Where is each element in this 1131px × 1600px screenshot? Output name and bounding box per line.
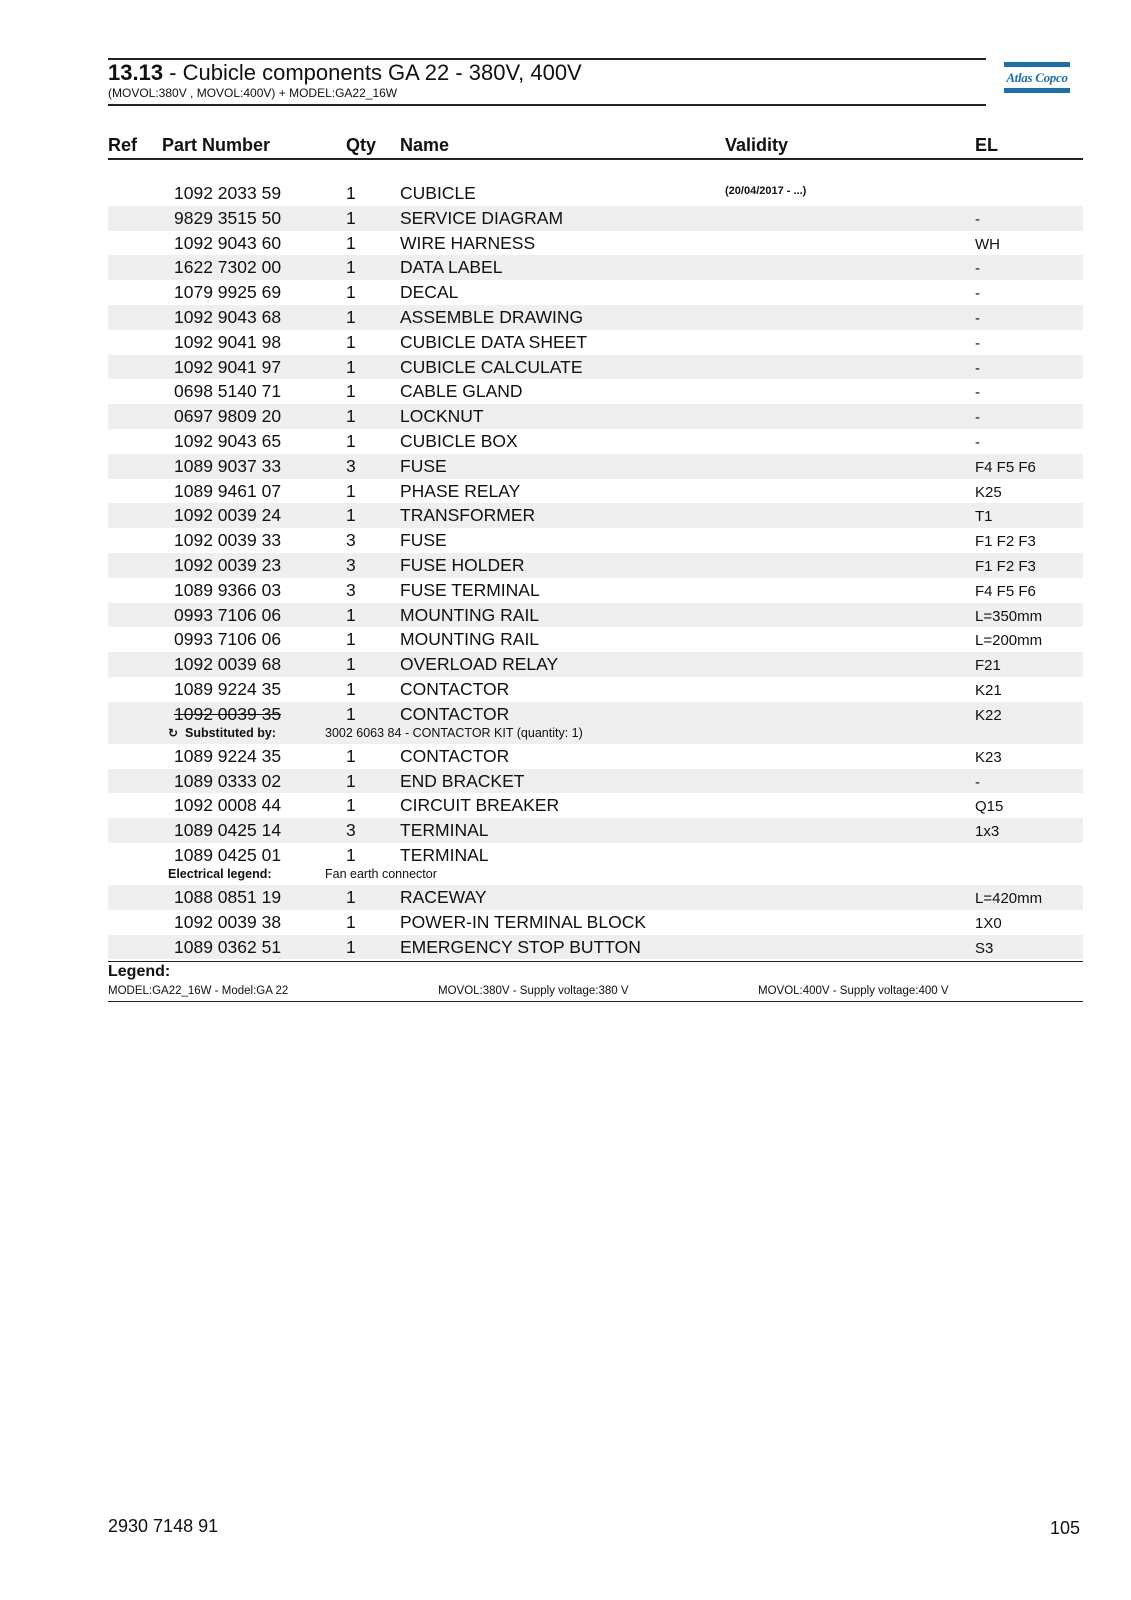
table-row <box>108 935 1083 960</box>
part-number-cell: 1089 9461 07 <box>174 480 282 501</box>
table-row <box>108 404 1083 429</box>
name-cell: DATA LABEL <box>400 257 503 278</box>
part-number-cell: 1092 2033 59 <box>174 183 282 203</box>
name-cell: CUBICLE <box>400 183 476 203</box>
part-number-cell: 9829 3515 50 <box>174 207 282 228</box>
qty-cell: 3 <box>346 530 356 551</box>
part-number-cell: 1092 0039 33 <box>174 530 282 551</box>
page-subtitle: (MOVOL:380V , MOVOL:400V) + MODEL:GA22_16W <box>108 86 398 100</box>
el-cell: - <box>975 773 980 791</box>
name-cell: MOUNTING RAIL <box>400 604 540 625</box>
el-cell: 1x3 <box>975 823 1000 841</box>
part-number-cell: 1089 0425 14 <box>174 820 282 841</box>
el-cell: WH <box>975 235 1000 253</box>
part-number-cell: 1092 0039 68 <box>174 654 282 675</box>
qty-cell: 1 <box>346 356 356 377</box>
part-number-cell: 1089 9037 33 <box>174 455 282 476</box>
table-header <box>108 128 1083 160</box>
name-cell: FUSE HOLDER <box>400 554 525 575</box>
name-cell: CABLE GLAND <box>400 381 523 402</box>
part-number-cell: 1089 9224 35 <box>174 745 282 766</box>
el-cell: L=420mm <box>975 889 1043 907</box>
qty-cell: 1 <box>346 678 356 699</box>
part-number-cell: 1092 0008 44 <box>174 795 282 816</box>
row-note-value: 3002 6063 84 - CONTACTOR KIT (quantity: 1) <box>325 725 583 740</box>
legend-title: Legend: <box>108 963 171 980</box>
qty-cell: 1 <box>346 629 356 650</box>
header-validity: Validity <box>725 135 789 155</box>
qty-cell: 1 <box>346 745 356 766</box>
table-row <box>108 910 1083 935</box>
table-row <box>108 744 1083 769</box>
table-row <box>108 503 1083 528</box>
row-note-label <box>168 867 272 882</box>
name-cell: TERMINAL <box>400 820 489 841</box>
table-row <box>108 793 1083 818</box>
qty-cell: 1 <box>346 306 356 327</box>
header-ref: Ref <box>108 135 138 155</box>
qty-cell: 1 <box>346 257 356 278</box>
el-cell: - <box>975 384 980 402</box>
part-number-cell: 1092 0039 23 <box>174 554 282 575</box>
table-row <box>108 280 1083 305</box>
table-row <box>108 181 1083 206</box>
qty-cell: 3 <box>346 820 356 841</box>
name-cell: CONTACTOR <box>400 703 510 724</box>
qty-cell: 1 <box>346 331 356 352</box>
part-number-cell: 1089 0425 01 <box>174 844 282 865</box>
part-number-cell: 1079 9925 69 <box>174 282 282 303</box>
qty-cell: 1 <box>346 936 356 957</box>
el-cell: K22 <box>975 706 1002 724</box>
validity-cell: (20/04/2017 - ...) <box>725 185 807 197</box>
part-number-cell: 0698 5140 71 <box>174 381 282 402</box>
el-cell: F4 F5 F6 <box>975 582 1036 600</box>
table-row <box>108 677 1083 702</box>
qty-cell: 1 <box>346 406 356 427</box>
row-note-label <box>168 726 276 741</box>
page-number: 105 <box>1050 1518 1081 1538</box>
part-number-cell: 1092 0039 24 <box>174 505 282 526</box>
name-cell: FUSE <box>400 530 447 551</box>
table-row <box>108 553 1083 578</box>
el-cell: - <box>975 433 980 451</box>
name-cell: EMERGENCY STOP BUTTON <box>400 936 641 957</box>
table-row <box>108 206 1083 231</box>
section-title: - Cubicle components GA 22 - 380V, 400V <box>163 60 582 85</box>
atlas-copco-logo <box>1004 62 1070 94</box>
name-cell: WIRE HARNESS <box>400 232 536 253</box>
part-number-cell: 1092 9043 65 <box>174 430 282 451</box>
name-cell: FUSE <box>400 455 447 476</box>
table-row <box>108 818 1083 843</box>
name-cell: RACEWAY <box>400 886 487 907</box>
el-cell: F21 <box>975 657 1001 675</box>
el-cell: T1 <box>975 508 993 526</box>
qty-cell: 1 <box>346 911 356 932</box>
legend-item: MODEL:GA22_16W - Model:GA 22 <box>108 985 289 997</box>
row-note-label-text: Substituted by: <box>185 725 276 740</box>
row-note-label-text: Electrical legend: <box>168 866 272 881</box>
table-row <box>108 885 1083 910</box>
el-cell: K25 <box>975 483 1002 501</box>
name-cell: PHASE RELAY <box>400 480 521 501</box>
table-row <box>108 528 1083 553</box>
name-cell: OVERLOAD RELAY <box>400 654 559 675</box>
table-row <box>108 355 1083 380</box>
el-cell: - <box>975 409 980 427</box>
logo-text: Atlas Copco <box>1006 70 1068 85</box>
table-row <box>108 627 1083 652</box>
qty-cell: 1 <box>346 604 356 625</box>
part-number-cell: 1092 9041 97 <box>174 356 282 377</box>
name-cell: TERMINAL <box>400 844 489 865</box>
header-part-number: Part Number <box>162 135 271 155</box>
el-cell: - <box>975 334 980 352</box>
qty-cell: 1 <box>346 381 356 402</box>
part-number-cell: 1088 0851 19 <box>174 886 282 907</box>
qty-cell: 1 <box>346 505 356 526</box>
name-cell: CUBICLE BOX <box>400 430 518 451</box>
part-number-cell: 1092 9043 60 <box>174 232 282 253</box>
table-row <box>108 603 1083 628</box>
header-name: Name <box>400 135 450 155</box>
qty-cell: 1 <box>346 207 356 228</box>
table-row <box>108 255 1083 280</box>
qty-cell: 3 <box>346 455 356 476</box>
el-cell: - <box>975 359 980 377</box>
name-cell: CUBICLE CALCULATE <box>400 356 583 377</box>
qty-cell: 1 <box>346 430 356 451</box>
qty-cell: 1 <box>346 282 356 303</box>
row-note-value: Fan earth connector <box>325 866 437 881</box>
page-title <box>108 60 582 86</box>
qty-cell: 1 <box>346 886 356 907</box>
name-cell: END BRACKET <box>400 770 525 791</box>
name-cell: ASSEMBLE DRAWING <box>400 306 584 327</box>
table-row <box>108 454 1083 479</box>
legend-item: MOVOL:380V - Supply voltage:380 V <box>438 985 629 997</box>
part-number-cell: 0993 7106 06 <box>174 629 282 650</box>
part-number-cell: 1089 9366 03 <box>174 579 282 600</box>
name-cell: CONTACTOR <box>400 745 510 766</box>
name-cell: DECAL <box>400 282 459 303</box>
table-row <box>108 578 1083 603</box>
el-cell: F1 F2 F3 <box>975 533 1036 551</box>
el-cell: - <box>975 260 980 278</box>
document-number: 2930 7148 91 <box>108 1516 219 1536</box>
el-cell: F1 F2 F3 <box>975 557 1036 575</box>
el-cell: - <box>975 285 980 303</box>
part-number-cell: 1089 0333 02 <box>174 770 282 791</box>
table-row <box>108 330 1083 355</box>
header-qty: Qty <box>346 135 377 155</box>
name-cell: CIRCUIT BREAKER <box>400 795 560 816</box>
qty-cell: 3 <box>346 579 356 600</box>
qty-cell: 1 <box>346 844 356 865</box>
section-number: 13.13 <box>108 60 164 85</box>
el-cell: L=350mm <box>975 607 1043 625</box>
qty-cell: 1 <box>346 795 356 816</box>
qty-cell: 1 <box>346 480 356 501</box>
table-row <box>108 479 1083 504</box>
name-cell: POWER-IN TERMINAL BLOCK <box>400 911 647 932</box>
el-cell: K23 <box>975 748 1002 766</box>
table-row <box>108 305 1083 330</box>
el-cell: 1X0 <box>975 914 1002 932</box>
name-cell: CUBICLE DATA SHEET <box>400 331 588 352</box>
table-row <box>108 231 1083 256</box>
qty-cell: 1 <box>346 232 356 253</box>
qty-cell: 1 <box>346 770 356 791</box>
name-cell: CONTACTOR <box>400 678 510 699</box>
part-number-cell: 1089 0362 51 <box>174 936 282 957</box>
el-cell: K21 <box>975 681 1002 699</box>
el-cell: - <box>975 309 980 327</box>
logo-bar-bottom <box>1004 88 1070 93</box>
qty-cell: 3 <box>346 554 356 575</box>
part-number-cell: 1089 9224 35 <box>174 678 282 699</box>
part-number-cell: 1092 9041 98 <box>174 331 282 352</box>
el-cell: S3 <box>975 939 994 957</box>
qty-cell: 1 <box>346 654 356 675</box>
el-cell: - <box>975 210 980 228</box>
part-number-cell: 0697 9809 20 <box>174 406 282 427</box>
qty-cell: 1 <box>346 703 356 724</box>
el-cell: L=200mm <box>975 632 1043 650</box>
header-el: EL <box>975 135 999 155</box>
name-cell: MOUNTING RAIL <box>400 629 540 650</box>
logo-bar-top <box>1004 62 1070 67</box>
part-number-cell: 1092 9043 68 <box>174 306 282 327</box>
table-body <box>108 181 1083 959</box>
el-cell: Q15 <box>975 798 1004 816</box>
part-number-cell: 0993 7106 06 <box>174 604 282 625</box>
page-header <box>108 58 986 106</box>
parts-table <box>108 128 1083 959</box>
part-number-cell: 1622 7302 00 <box>174 257 282 278</box>
name-cell: SERVICE DIAGRAM <box>400 207 564 228</box>
part-number-cell: 1092 0039 38 <box>174 911 282 932</box>
table-row <box>108 379 1083 404</box>
el-cell: F4 F5 F6 <box>975 458 1036 476</box>
name-cell: LOCKNUT <box>400 406 484 427</box>
table-row <box>108 769 1083 794</box>
table-row <box>108 652 1083 677</box>
table-row <box>108 429 1083 454</box>
legend <box>108 961 1083 1002</box>
table-row <box>108 702 1083 744</box>
qty-cell: 1 <box>346 183 356 203</box>
name-cell: FUSE TERMINAL <box>400 579 540 600</box>
legend-item: MOVOL:400V - Supply voltage:400 V <box>758 985 949 997</box>
table-row <box>108 843 1083 885</box>
swap-icon: ↻ <box>168 725 179 740</box>
name-cell: TRANSFORMER <box>400 505 536 526</box>
part-number-cell: 1092 0039 35 <box>174 703 282 724</box>
